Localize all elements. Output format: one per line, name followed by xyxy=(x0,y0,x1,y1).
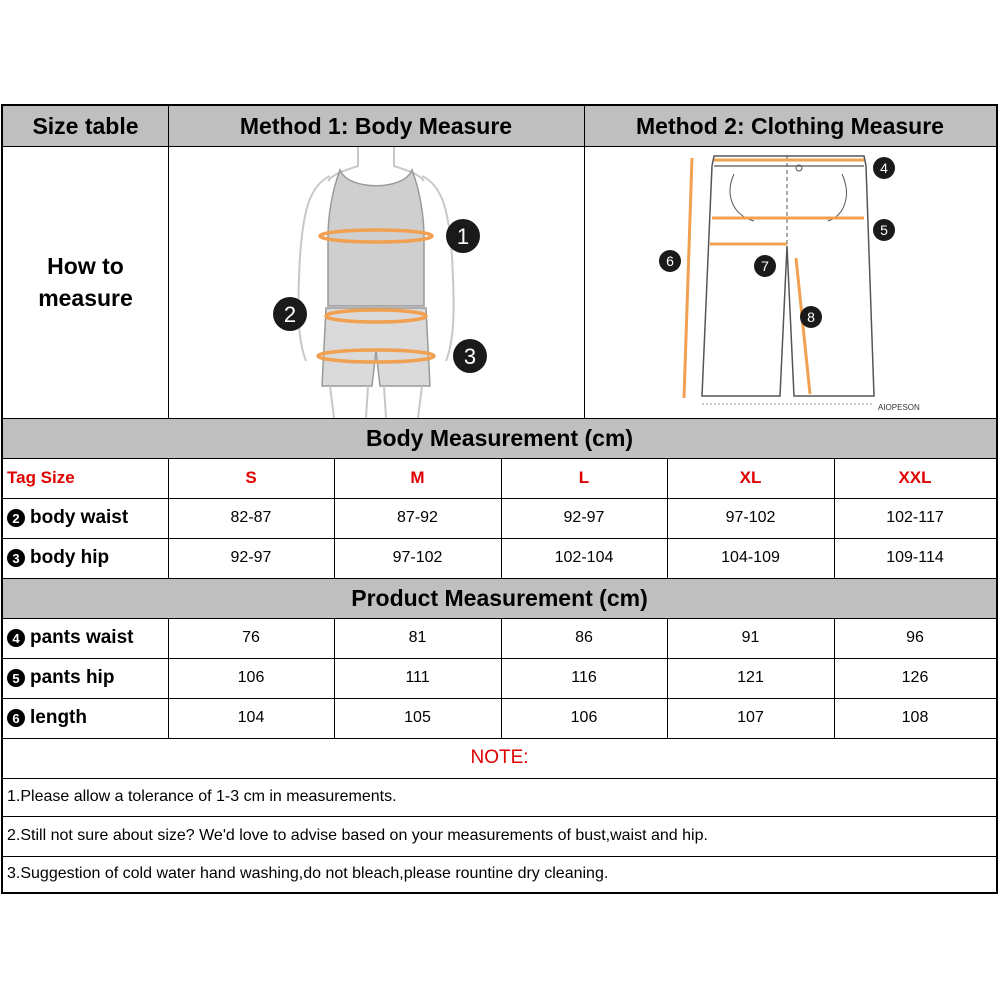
divider xyxy=(3,856,996,857)
note-line-3: 3.Suggestion of cold water hand washing,do not bleach,please rountine dry cleaning. xyxy=(7,865,609,882)
cell: 105 xyxy=(404,709,431,726)
note-line-2: 2.Still not sure about size? We'd love to advise based on your measurements of bust,waist and hip. xyxy=(7,827,708,844)
divider xyxy=(834,458,835,578)
header-row xyxy=(3,106,996,146)
divider xyxy=(834,618,835,738)
svg-text:2: 2 xyxy=(283,302,297,327)
note-row xyxy=(3,816,996,856)
size-s: S xyxy=(245,468,257,487)
divider xyxy=(3,538,996,539)
marker-4-icon xyxy=(873,157,895,179)
table-row xyxy=(3,698,996,738)
tag-size-label: Tag Size xyxy=(7,468,75,487)
body-figure-illustration xyxy=(168,146,584,418)
row-label: pants hip xyxy=(30,667,115,688)
how-to-measure-label xyxy=(3,146,168,418)
cell: 97-102 xyxy=(725,509,776,526)
divider xyxy=(334,458,335,578)
divider xyxy=(3,698,996,699)
divider xyxy=(3,658,996,659)
note-title: NOTE: xyxy=(470,747,529,768)
row-label: length xyxy=(30,707,87,728)
cell: 76 xyxy=(242,629,260,646)
table-row xyxy=(3,658,996,698)
cell: 82-87 xyxy=(230,509,272,526)
how-to-line1: How to xyxy=(47,253,124,279)
badge-4-icon: 4 xyxy=(7,629,25,647)
cell: 104 xyxy=(237,709,265,726)
svg-text:6: 6 xyxy=(666,253,674,269)
divider xyxy=(501,618,502,738)
cell: 107 xyxy=(737,709,764,726)
how-to-measure-row xyxy=(3,146,996,418)
cell: 81 xyxy=(408,629,427,646)
body-waist-label xyxy=(3,498,168,538)
cell: 86 xyxy=(575,629,593,646)
divider xyxy=(667,618,668,738)
size-l: L xyxy=(578,468,590,487)
size-table-header: Size table xyxy=(3,106,168,146)
note-row xyxy=(3,856,996,892)
svg-text:4: 4 xyxy=(880,160,888,176)
divider xyxy=(168,618,169,738)
divider xyxy=(3,458,996,459)
divider xyxy=(168,458,169,578)
pants-illustration xyxy=(584,146,996,418)
divider xyxy=(3,618,996,619)
divider xyxy=(3,578,996,579)
product-measurement-title-row xyxy=(3,578,996,618)
tag-size-row xyxy=(3,458,996,498)
badge-2-icon: 2 xyxy=(7,509,25,527)
cell: 121 xyxy=(737,669,764,686)
badge-5-icon: 5 xyxy=(7,669,25,687)
marker-3-icon xyxy=(453,339,487,373)
cell: 109-114 xyxy=(886,549,944,566)
badge-6-icon: 6 xyxy=(7,709,25,727)
size-xxl: XXL xyxy=(898,468,932,487)
cell: 108 xyxy=(901,709,929,726)
product-measurement-title: Product Measurement (cm) xyxy=(351,584,648,611)
divider xyxy=(3,418,996,419)
cell: 97-102 xyxy=(392,549,443,566)
cell: 126 xyxy=(901,669,929,686)
cell: 87-92 xyxy=(397,509,438,526)
row-label: body waist xyxy=(30,507,129,528)
body-measurement-title: Body Measurement (cm) xyxy=(365,424,634,451)
marker-2-icon xyxy=(273,297,307,331)
marker-6-icon xyxy=(659,250,681,272)
body-hip-label xyxy=(3,538,168,578)
row-label: body hip xyxy=(30,547,110,568)
note-title-row xyxy=(3,738,996,778)
divider xyxy=(3,146,996,147)
marker-5-icon xyxy=(873,219,895,241)
note-row xyxy=(3,778,996,816)
divider xyxy=(3,816,996,817)
table-row xyxy=(3,538,996,578)
divider xyxy=(667,458,668,578)
body-measurement-title-row xyxy=(3,418,996,458)
method1-header: Method 1: Body Measure xyxy=(168,106,584,146)
cell: 96 xyxy=(906,629,924,646)
method2-header: Method 2: Clothing Measure xyxy=(584,106,996,146)
cell: 102-104 xyxy=(554,549,614,566)
size-m: M xyxy=(410,468,425,487)
svg-text:5: 5 xyxy=(880,222,888,238)
body-measure-figure xyxy=(168,146,584,418)
brand-mark: AIOPESON xyxy=(878,403,920,412)
cell: 92-97 xyxy=(230,549,272,566)
cell: 104-109 xyxy=(721,549,780,566)
pants-hip-label xyxy=(3,658,168,698)
divider xyxy=(168,106,169,418)
marker-1-icon xyxy=(446,219,480,253)
cell: 106 xyxy=(237,669,265,686)
cell: 106 xyxy=(570,709,598,726)
divider xyxy=(3,778,996,779)
clothing-measure-figure xyxy=(584,146,996,418)
svg-text:8: 8 xyxy=(807,309,815,325)
marker-7-icon xyxy=(754,255,776,277)
cell: 116 xyxy=(571,669,597,686)
badge-3-icon: 3 xyxy=(7,549,25,567)
length-line xyxy=(684,158,692,398)
cell: 91 xyxy=(741,629,760,646)
divider xyxy=(3,738,996,739)
marker-8-icon xyxy=(800,306,822,328)
divider xyxy=(584,106,585,418)
divider xyxy=(3,498,996,499)
length-label xyxy=(3,698,168,738)
how-to-line2: measure xyxy=(38,285,133,311)
pants-waist-label xyxy=(3,618,168,658)
table-row xyxy=(3,498,996,538)
cell: 92-97 xyxy=(563,509,605,526)
svg-text:1: 1 xyxy=(456,224,470,249)
note-line-1: 1.Please allow a tolerance of 1-3 cm in measurements. xyxy=(7,788,397,805)
svg-text:7: 7 xyxy=(761,258,769,274)
cell: 102-117 xyxy=(886,509,944,526)
size-chart xyxy=(1,104,998,894)
svg-text:3: 3 xyxy=(463,344,477,369)
divider xyxy=(334,618,335,738)
divider xyxy=(501,458,502,578)
table-row xyxy=(3,618,996,658)
size-xl: XL xyxy=(739,468,762,487)
row-label: pants waist xyxy=(30,627,134,648)
cell: 111 xyxy=(405,669,430,686)
